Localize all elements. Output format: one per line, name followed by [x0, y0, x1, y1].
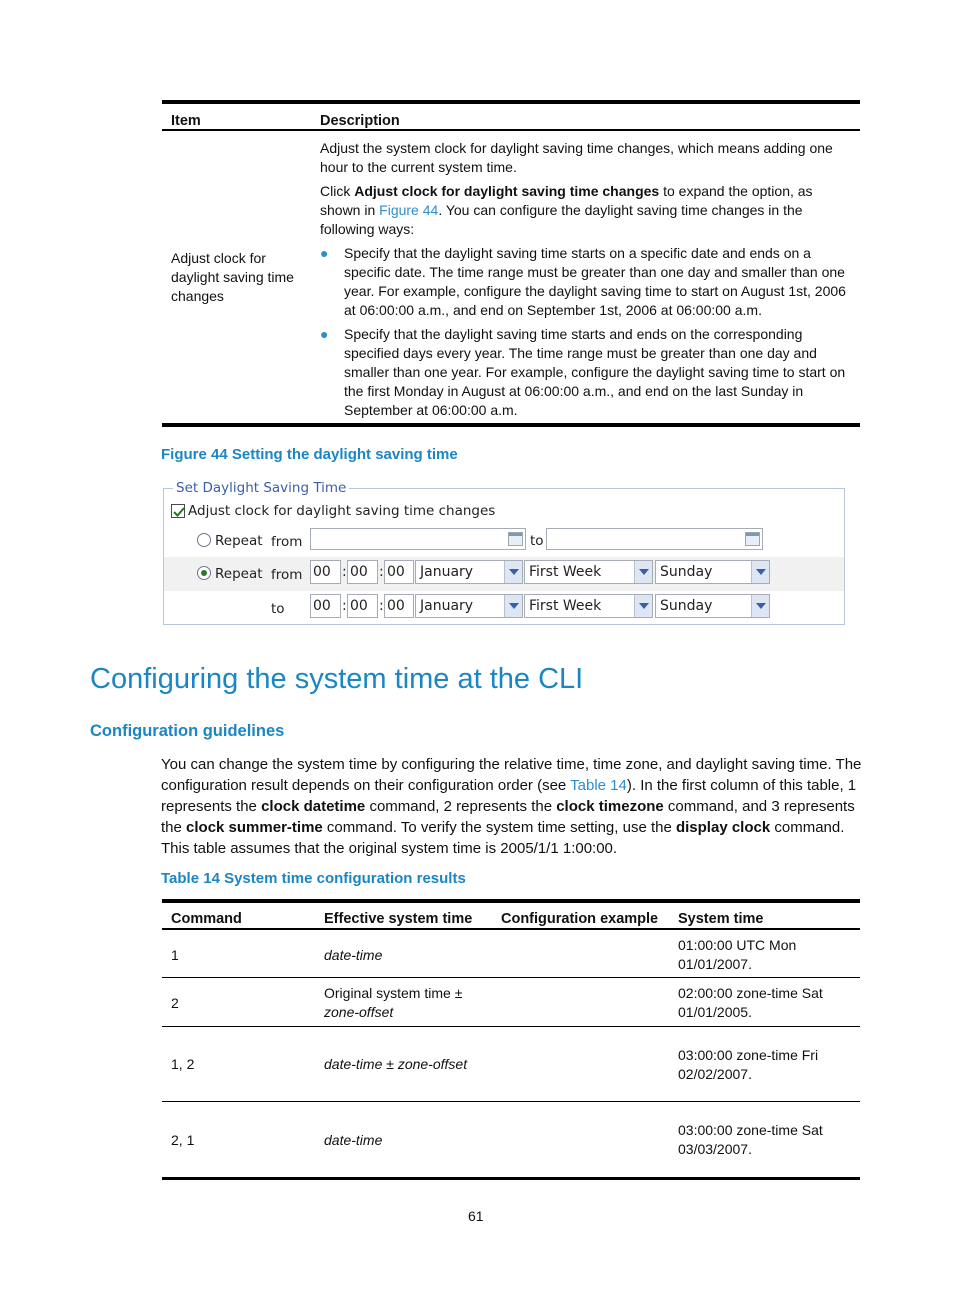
cell-command: 2, 1: [171, 1132, 195, 1148]
bullet-text: Specify that the daylight saving time starts and ends on the corresponding specified days every year. The time range must be greater than one day and smaller than one year. For example, configure the daylight saving time to start on the first Monday in August at 06:00:00 a.m., and end on the last Sunday in September at 06:00:00 a.m.: [344, 326, 846, 418]
calendar-icon[interactable]: [745, 532, 760, 546]
end-date-input[interactable]: [546, 528, 763, 550]
header-system-time: System time: [678, 911, 764, 927]
text: command. This table assumes that the original system time is 2005/1/1 1:00:00.: [161, 819, 845, 857]
end-second-input[interactable]: 00: [384, 594, 414, 618]
section-heading: Configuring the system time at the CLI: [90, 663, 584, 695]
cell-system-time: 01/01/2005.: [678, 1004, 752, 1020]
to-label: to: [271, 601, 285, 617]
bullet-item: [320, 244, 856, 320]
bullet-icon: ●: [320, 326, 329, 342]
text: ). In the first column of this table, 1 represents the: [161, 777, 857, 815]
start-week-select[interactable]: [524, 560, 653, 584]
cell-system-time: 03:00:00 zone-time Fri: [678, 1047, 819, 1063]
text: command, and 3 represents the: [161, 798, 855, 836]
select-value: January: [420, 598, 474, 614]
table-header: [162, 899, 860, 930]
cell-system-time: 02/02/2007.: [678, 1066, 752, 1082]
end-month-select[interactable]: [415, 594, 523, 618]
end-week-select[interactable]: [524, 594, 653, 618]
select-value: January: [420, 564, 474, 580]
repeat-radio-weekly[interactable]: [197, 566, 211, 580]
daylight-saving-panel: [163, 480, 845, 625]
select-value: First Week: [529, 564, 602, 580]
colon-separator: :: [342, 598, 347, 614]
command-name: clock timezone: [556, 798, 664, 815]
cell-command: 1, 2: [171, 1056, 195, 1072]
repeat-radio-specific-date[interactable]: [197, 533, 211, 547]
item-description-table: [162, 100, 860, 427]
cell-effective: date-time: [324, 947, 383, 963]
cell-effective: date-time: [324, 1132, 383, 1148]
item-cell: Adjust clock for daylight saving time changes: [171, 250, 294, 304]
cell-system-time: 03:00:00 zone-time Sat: [678, 1122, 823, 1138]
text: command, 2 represents the: [365, 798, 557, 815]
start-hour-input[interactable]: 00: [310, 560, 341, 584]
text: Click: [320, 183, 355, 199]
start-month-select[interactable]: [415, 560, 523, 584]
end-minute-input[interactable]: 00: [347, 594, 378, 618]
table-row: [162, 978, 860, 1027]
start-day-select[interactable]: [655, 560, 770, 584]
repeat-label: Repeat: [215, 533, 263, 549]
text: command. To verify the system time setting, use the: [322, 819, 676, 836]
header-config-example: Configuration example: [501, 911, 659, 927]
subsection-heading: Configuration guidelines: [90, 722, 285, 740]
chevron-down-icon[interactable]: [504, 595, 522, 617]
select-value: Sunday: [660, 598, 713, 614]
figure-caption: Figure 44 Setting the daylight saving time: [161, 446, 458, 463]
ui-option-name: Adjust clock for daylight saving time changes: [354, 183, 660, 199]
header-effective-time: Effective system time: [324, 911, 473, 927]
chevron-down-icon[interactable]: [751, 561, 769, 583]
table-row: [162, 1027, 860, 1102]
table-header: [162, 100, 860, 131]
bullet-icon: ●: [320, 245, 329, 261]
text: You can change the system time by configuring the relative time, time zone, and daylight saving time. The configuration result depends on their configuration order (see: [161, 756, 862, 794]
command-name: display clock: [675, 819, 771, 836]
end-day-select[interactable]: [655, 594, 770, 618]
cell-system-time: 03/03/2007.: [678, 1141, 752, 1157]
command-name: clock summer-time: [186, 819, 323, 836]
text: . You can configure the daylight saving time changes in the following ways:: [320, 202, 803, 237]
start-second-input[interactable]: 00: [384, 560, 414, 584]
chevron-down-icon[interactable]: [634, 561, 652, 583]
cell-effective: Original system time ±: [324, 985, 463, 1001]
description-paragraph: [320, 182, 856, 239]
cell-system-time: 02:00:00 zone-time Sat: [678, 985, 823, 1001]
calendar-icon[interactable]: [508, 532, 523, 546]
start-minute-input[interactable]: 00: [347, 560, 378, 584]
select-value: First Week: [529, 598, 602, 614]
adjust-clock-checkbox[interactable]: [171, 504, 185, 518]
figure-link[interactable]: Figure 44: [379, 202, 439, 218]
table-link[interactable]: Table 14: [570, 777, 627, 794]
to-label: to: [530, 533, 544, 549]
start-date-input[interactable]: [310, 528, 526, 550]
description-paragraph: Adjust the system clock for daylight saving time changes, which means adding one hour to the current system time.: [320, 140, 833, 175]
table-caption: Table 14 System time configuration results: [161, 870, 466, 887]
chevron-down-icon[interactable]: [504, 561, 522, 583]
cell-effective: zone-offset: [324, 1004, 394, 1020]
cell-system-time: 01:00:00 UTC Mon: [678, 937, 797, 953]
checkbox-label: Adjust clock for daylight saving time changes: [188, 503, 496, 519]
chevron-down-icon[interactable]: [634, 595, 652, 617]
table-row: [162, 1102, 860, 1180]
command-name: clock datetime: [261, 798, 366, 815]
cell-effective: date-time ± zone-offset: [324, 1056, 468, 1072]
bullet-item: [320, 325, 856, 420]
from-label: from: [271, 534, 303, 550]
colon-separator: :: [342, 564, 347, 580]
system-time-results-table: [162, 899, 860, 1180]
text: to expand the option, as shown in: [320, 183, 813, 218]
repeat-label: Repeat: [215, 566, 263, 582]
cell-command: 2: [171, 995, 179, 1011]
table-row: [162, 131, 860, 427]
description-cell: [320, 139, 856, 425]
header-description: Description: [320, 113, 400, 129]
end-hour-input[interactable]: 00: [310, 594, 341, 618]
checkmark-icon: [172, 505, 186, 519]
cell-system-time: 01/01/2007.: [678, 956, 752, 972]
panel-legend: Set Daylight Saving Time: [173, 480, 349, 496]
select-value: Sunday: [660, 564, 713, 580]
colon-separator: :: [379, 598, 384, 614]
table-row: [162, 930, 860, 978]
chevron-down-icon[interactable]: [751, 595, 769, 617]
from-label: from: [271, 567, 303, 583]
colon-separator: :: [379, 564, 384, 580]
cell-command: 1: [171, 947, 179, 963]
header-command: Command: [171, 911, 242, 927]
header-item: Item: [171, 113, 201, 129]
guidelines-paragraph: [161, 754, 865, 859]
bullet-text: Specify that the daylight saving time starts on a specific date and ends on a specific date. The time range must be greater than one day and smaller than one year. For example, configure the daylight saving time to start on August 1st, 2006 at 06:00:00 a.m., and end on September 1st, 2006 at 06:00:00 a.m.: [344, 245, 846, 318]
page-number: 61: [468, 1208, 484, 1224]
